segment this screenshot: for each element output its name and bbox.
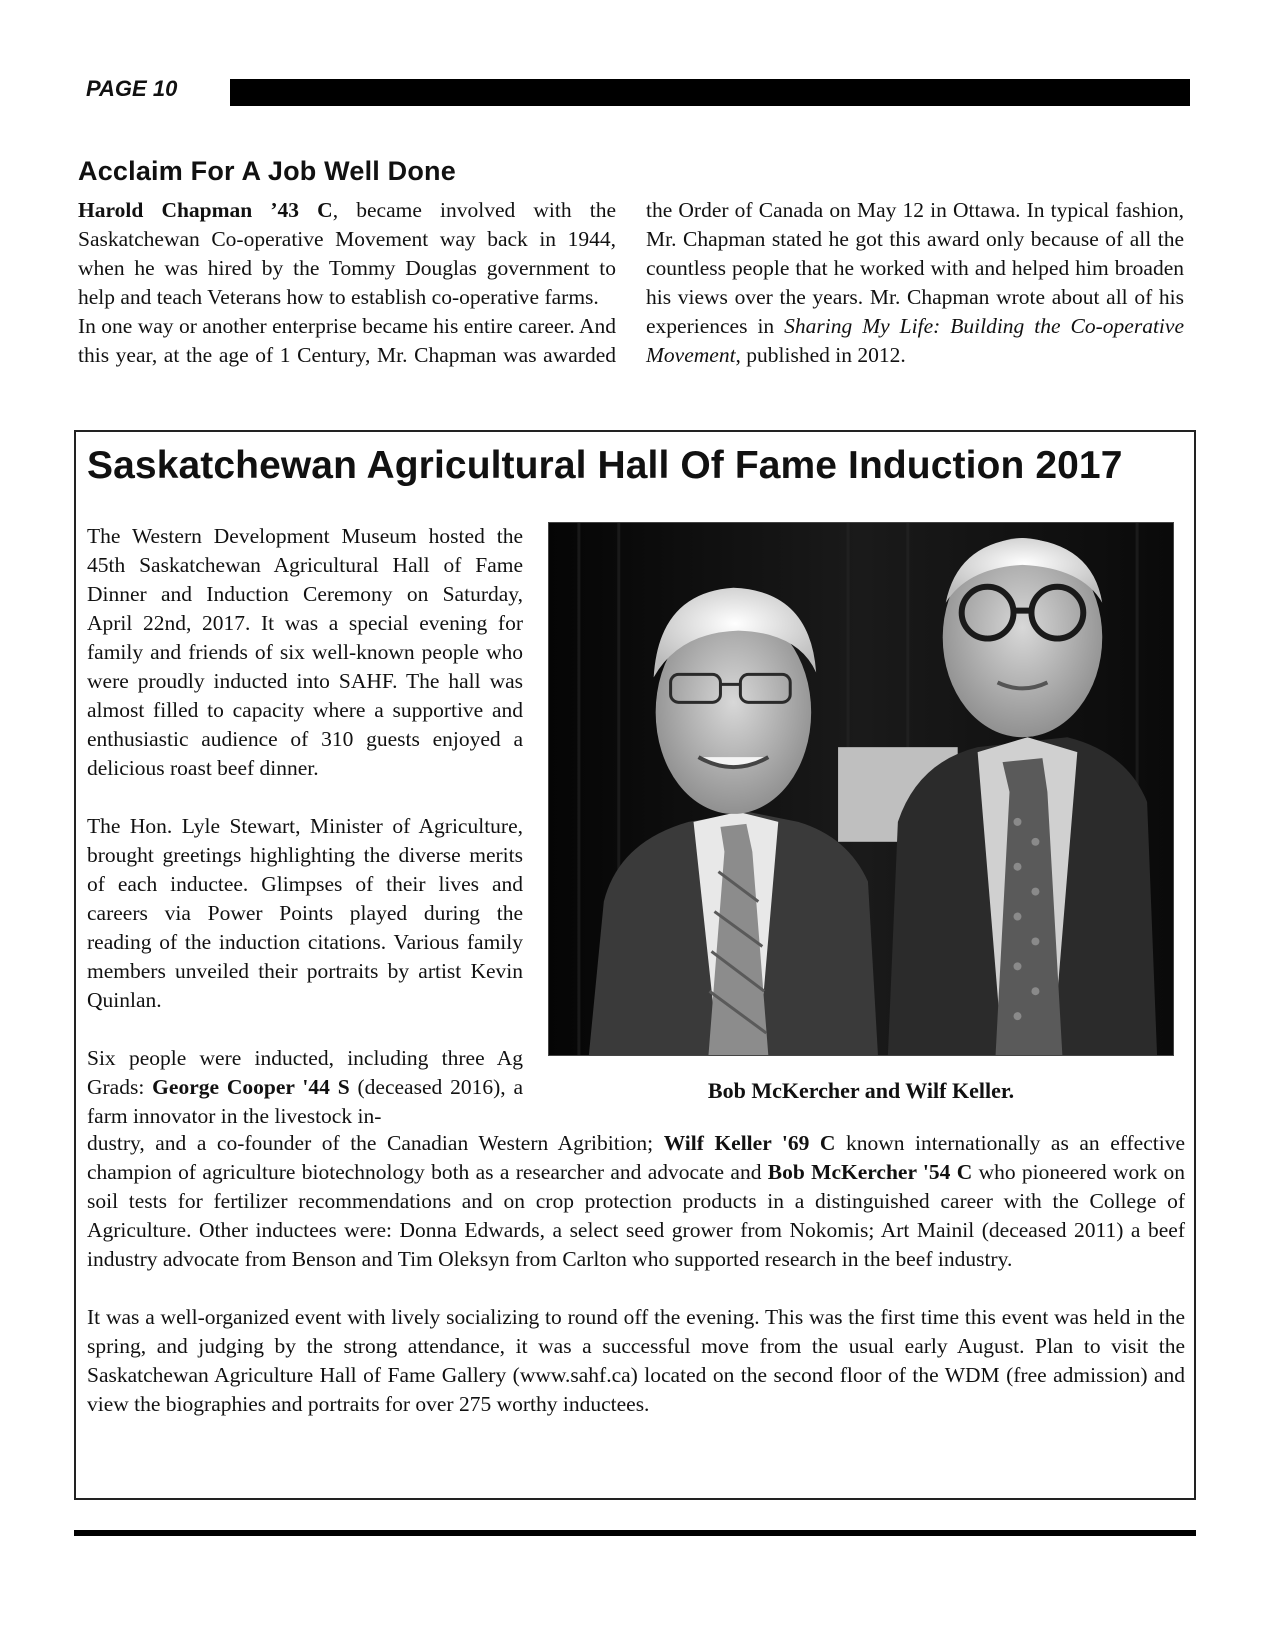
photo-illustration	[549, 523, 1173, 1055]
article1-p2-end: , published in 2012.	[735, 343, 906, 367]
george-cooper-name: George Cooper '44 S	[152, 1075, 350, 1099]
footer-rule	[74, 1530, 1196, 1536]
page-header	[86, 74, 1190, 104]
article2-paragraph-3-cont	[87, 1129, 1185, 1274]
article2-full-width-text	[87, 1129, 1185, 1448]
article2-paragraph-3-start	[87, 1044, 523, 1131]
wilf-keller-name: Wilf Keller '69 C	[663, 1131, 836, 1155]
header-bar	[230, 79, 1190, 106]
article1-body	[78, 196, 1184, 399]
p3-cooper-cont: dustry, and a co-founder of the Canadian Western Agribition;	[87, 1131, 664, 1155]
p3-keller-desc: known internationally as an effective champion of agriculture biotechnology both as a researcher and advocate and	[87, 1131, 1185, 1184]
article1-title: Acclaim For A Job Well Done	[78, 156, 456, 186]
article2-title: Saskatchewan Agricultural Hall Of Fame Induction 2017	[87, 444, 1123, 487]
article2-paragraph-1: The Western Development Museum hosted the 45th Saskatchewan Agricultural Hall of Fame Dinner and Induction Ceremony on Saturday, April 22nd, 2017. It was a special evening for family and friends of six well-known people who were proudly inducted into SAHF. The hall was almost filled to capacity where a supportive and enthusiastic audience of 310 guests enjoyed a delicious roast beef dinner.	[87, 524, 523, 780]
photo-caption: Bob McKercher and Wilf Keller.	[707, 1078, 1015, 1103]
book-title: Sharing My Life: Building the Co-operative Movement	[646, 314, 1184, 367]
inductees-photo	[548, 522, 1174, 1056]
article1-paragraph-1	[78, 196, 616, 312]
p3-mckercher-desc: who pioneered work on soil tests for fertilizer recommendations and on crop protection products in a distinguished career with the College of Agriculture. Other inductees were: Donna Edwards, a select seed grower from Nokomis; Art Mainil (deceased 2011) a beef industry advocate from Benson and Tim Oleksyn from Carlton who supported research in the beef industry.	[87, 1160, 1185, 1271]
page-number: PAGE 10	[86, 76, 178, 101]
bob-mckercher-name: Bob McKercher '54 C	[767, 1160, 973, 1184]
article2-paragraph-2: The Hon. Lyle Stewart, Minister of Agriculture, brought greetings highlighting the diverse merits of each inductee. Glimpses of their lives and careers via Power Points played during the reading of the induction citations. Various family members unveiled their portraits by artist Kevin Quinlan.	[87, 814, 523, 1012]
article1-p2-text: In one way or another enterprise became his entire career. And this year, at the age of 1 Century, Mr. Chapman was awarded the Order of Canada on May 12 in Ottawa. In typical fashion, Mr. Chapman stated he got this award only because of all the countless people that he worked with and helped him broaden his views over the years. Mr. Chapman wrote about all of his experiences in	[78, 198, 1184, 367]
article2-left-column	[87, 522, 523, 1131]
article2-paragraph-4: It was a well-organized event with lively socializing to round off the evening. This was the first time this event was held in the spring, and judging by the strong attendance, it was a successful move from the usual early August. Plan to visit the Saskatchewan Agriculture Hall of Fame Gallery (www.sahf.ca) located on the second floor of the WDM (free admission) and view the biographies and portraits for over 275 worthy inductees.	[87, 1305, 1185, 1416]
p3-cooper-desc: (deceased 2016), a farm innovator in the livestock in-	[87, 1075, 523, 1128]
article2-box	[74, 430, 1196, 1500]
p3-intro: Six people were inducted, including three Ag Grads:	[87, 1046, 523, 1099]
article1-p1-text: , became involved with the Saskatchewan Co-operative Movement way back in 1944, when he was hired by the Tommy Douglas government to help and teach Veterans how to establish co-operative farms.	[78, 198, 617, 309]
article1-name: Harold Chapman ’43 C	[78, 198, 333, 222]
